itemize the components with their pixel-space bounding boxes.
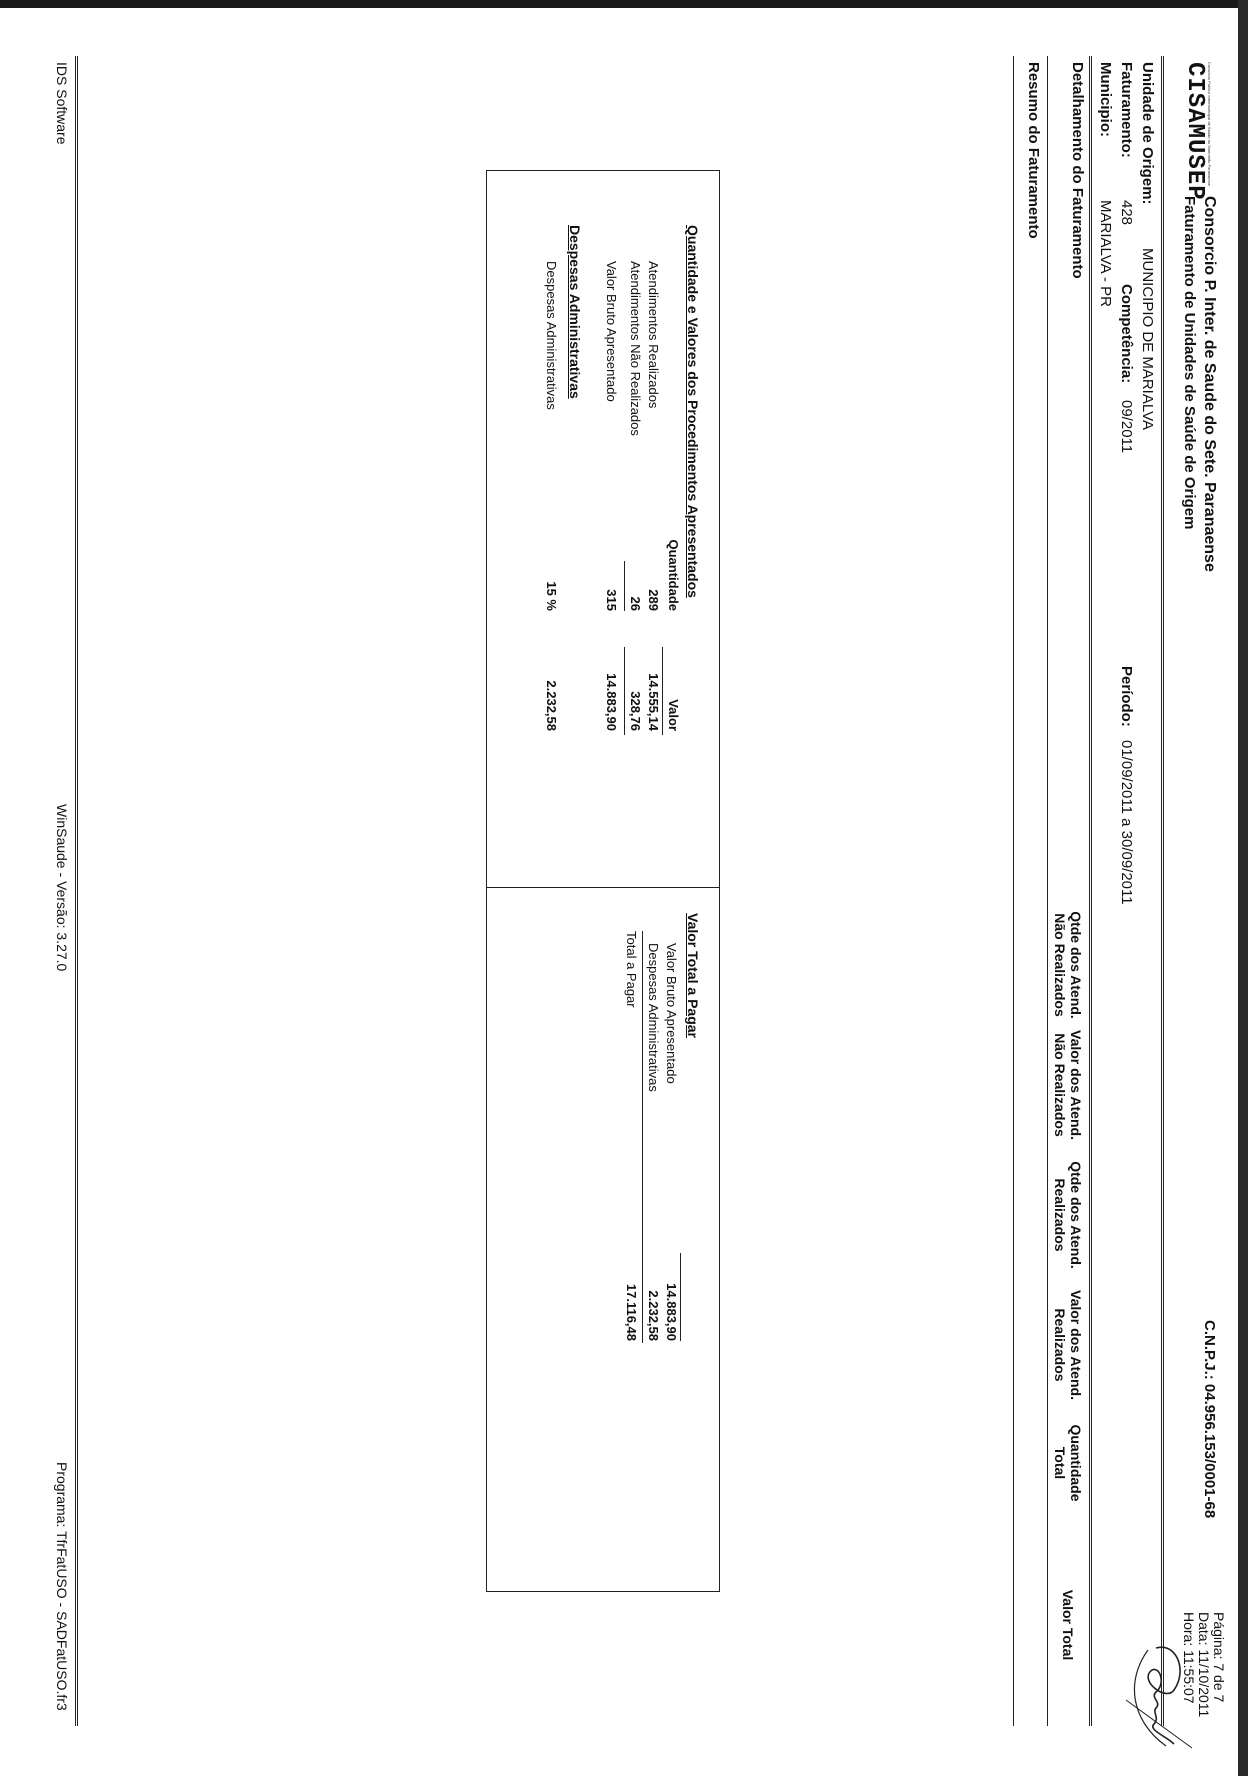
organization-name: Consorcio P. Inter. de Saude do Sete. Paranaense — [1201, 196, 1218, 572]
row-label-valor-bruto: Valor Bruto Apresentado — [604, 261, 619, 402]
municipio-value: MARIALVA - PR — [1097, 200, 1114, 307]
procedimentos-title: Quantidade e Valores dos Procedimentos Apresentados — [685, 225, 701, 598]
row-label-nao-realizados: Atendimentos Não Realizados — [628, 261, 643, 436]
despesas-title: Despesas Administrativas — [567, 225, 583, 399]
procedimentos-col-quantidade: Quantidade — [666, 539, 681, 611]
municipio-label: Municipio: — [1097, 62, 1114, 137]
total-valor-bruto: 14.883,90 — [664, 1283, 679, 1341]
footer-divider — [75, 56, 78, 1726]
total-sum-line — [642, 931, 643, 1343]
resumo-box-divider — [487, 887, 719, 888]
row-valor-realizados: 14.555,14 — [646, 673, 661, 731]
detalhamento-divider — [1047, 56, 1048, 1726]
faturamento-label: Faturamento: — [1118, 62, 1135, 158]
unidade-value: MUNICIPIO DE MARIALVA — [1139, 248, 1156, 430]
faturamento-value: 428 — [1118, 200, 1135, 226]
despesas-label: Despesas Administrativas — [544, 261, 559, 410]
total-top-line — [680, 1253, 681, 1341]
col-valor-realizados: Valor dos Atend. Realizados — [1052, 1290, 1084, 1400]
detalhamento-title: Detalhamento do Faturamento — [1069, 62, 1086, 279]
footer-version: WinSaude - Versão: 3.27.0 — [54, 804, 70, 972]
total-label-total-pagar: Total a Pagar — [624, 931, 639, 1008]
logo-caption: Consórcio Público Intermunicipal de Saúde do Setentrião Paranaense — [1207, 62, 1212, 187]
col-qtd-realizados: Qtde dos Atend. Realizados — [1052, 1161, 1084, 1269]
qtd-sum-line — [624, 561, 625, 611]
report-time: Hora: 11:55:07 — [1181, 1612, 1197, 1704]
row-qtd-nao-realizados: 26 — [628, 596, 643, 611]
resumo-box — [486, 170, 720, 1592]
resumo-title: Resumo do Faturamento — [1025, 62, 1042, 239]
competencia-value: 09/2011 — [1118, 400, 1135, 454]
handwritten-signature — [1118, 1640, 1196, 1750]
row-qtd-valor-bruto: 315 — [604, 589, 619, 611]
row-label-realizados: Atendimentos Realizados — [646, 261, 661, 409]
despesas-valor: 2.232,58 — [544, 680, 559, 731]
resumo-divider — [1013, 56, 1014, 1726]
periodo-label: Período: — [1118, 666, 1135, 727]
valor-total-title: Valor Total a Pagar — [685, 913, 701, 1039]
logo-text: CISAMUSEP — [1181, 62, 1208, 201]
row-valor-nao-realizados: 328,76 — [628, 691, 643, 731]
page-number: Página: 7 de 7 — [1211, 1612, 1227, 1703]
procedimentos-col-valor: Valor — [666, 699, 681, 731]
row-qtd-realizados: 289 — [646, 589, 661, 611]
footer-program: Programa: TfrFatUSO - SADFatUSO.fr3 — [54, 1462, 70, 1711]
unidade-label: Unidade de Origem: — [1139, 62, 1156, 205]
col-quantidade-total: Quantidade Total — [1052, 1424, 1084, 1502]
report-title: Faturamento de Unidades de Saúde de Origem — [1181, 196, 1198, 530]
cnpj: C.N.P.J.: 04.956.153/0001-68 — [1201, 1320, 1218, 1519]
total-label-valor-bruto: Valor Bruto Apresentado — [664, 943, 679, 1084]
report-date: Data: 11/10/2011 — [1196, 1612, 1212, 1718]
total-label-despesas: Despesas Administrativas — [646, 943, 661, 1092]
total-a-pagar: 17.116,48 — [624, 1283, 639, 1341]
valor-sum-line — [624, 647, 625, 735]
row-valor-valor-bruto: 14.883,90 — [604, 673, 619, 731]
valor-underline — [662, 647, 663, 735]
despesas-percent: 15 % — [544, 581, 559, 611]
header-divider — [1161, 56, 1164, 1726]
periodo-value: 01/09/2011 a 30/09/2011 — [1118, 740, 1135, 905]
consortium-logo — [1170, 62, 1212, 201]
col-valor-total: Valor Total — [1060, 1589, 1076, 1661]
total-despesas: 2.232,58 — [646, 1290, 661, 1341]
info-divider — [1089, 56, 1092, 1726]
competencia-label: Competência: — [1118, 284, 1135, 384]
col-qtd-nao-realizados: Qtde dos Atend. Não Realizados — [1052, 911, 1084, 1019]
footer-company: IDS Software — [54, 62, 70, 145]
col-valor-nao-realizados: Valor dos Atend. Não Realizados — [1052, 1030, 1084, 1140]
